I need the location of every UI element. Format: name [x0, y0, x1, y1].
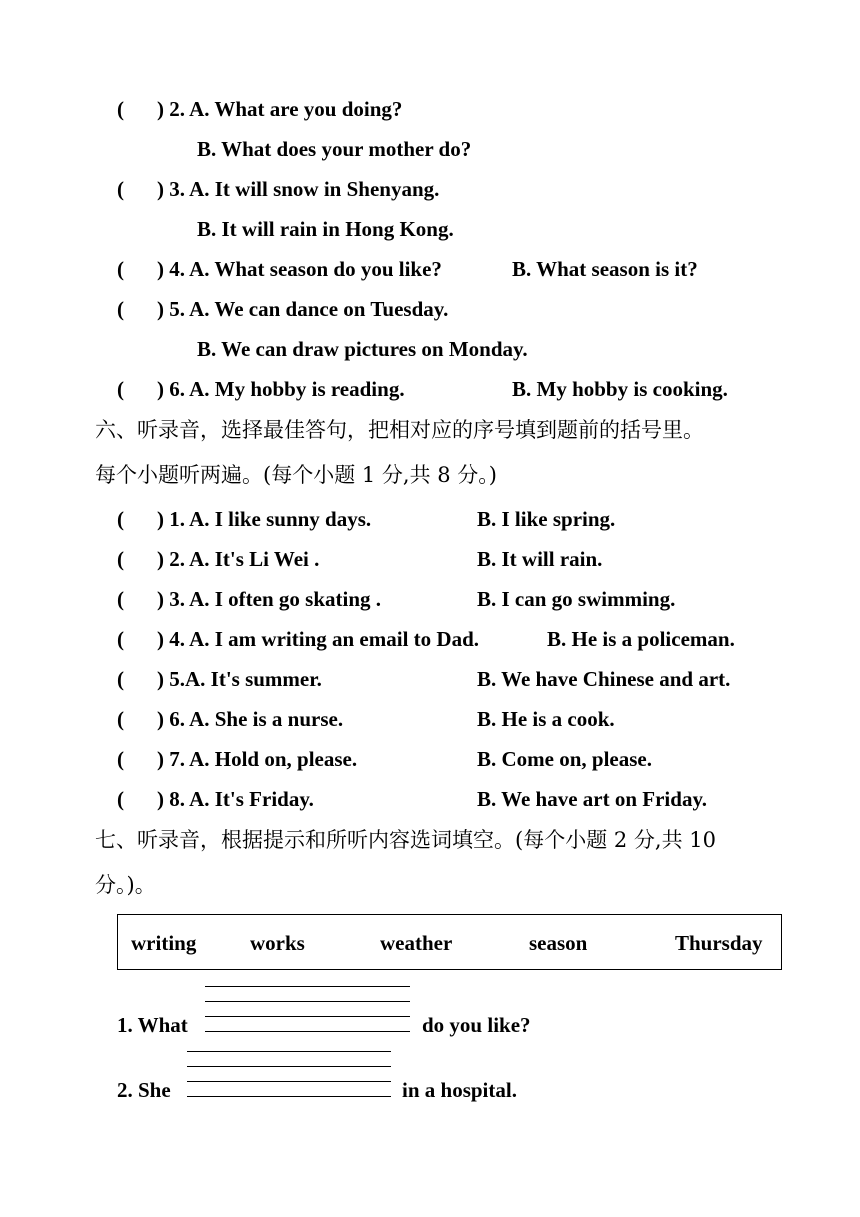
option-a: ) 3. A. I often go skating . [157, 587, 382, 611]
option-b: B. What does your mother do? [197, 137, 472, 161]
blank-line [187, 1051, 391, 1052]
answer-paren[interactable]: ( [117, 747, 124, 771]
section7-title-line2: 分。)。 [95, 873, 156, 897]
option-b: B. We have Chinese and art. [477, 667, 731, 691]
word-bank-item: Thursday [675, 931, 763, 955]
word-bank-item: works [250, 931, 305, 955]
answer-paren[interactable]: ( [117, 177, 124, 201]
answer-paren[interactable]: ( [117, 257, 124, 281]
section7-title-line1: 七、听录音，根据提示和所听内容选词填空。(每个小题 2 分,共 10 [95, 828, 716, 852]
option-a: ) 4. A. I am writing an email to Dad. [157, 627, 479, 651]
option-a: ) 2. A. It's Li Wei . [157, 547, 320, 571]
answer-paren[interactable]: ( [117, 297, 124, 321]
answer-paren[interactable]: ( [117, 97, 124, 121]
blank-line [187, 1066, 391, 1067]
option-a: ) 4. A. What season do you like? [157, 257, 442, 281]
option-b: B. He is a policeman. [547, 627, 735, 651]
blank-line [187, 1081, 391, 1082]
answer-paren[interactable]: ( [117, 667, 124, 691]
option-a: ) 7. A. Hold on, please. [157, 747, 358, 771]
answer-paren[interactable]: ( [117, 507, 124, 531]
question-text-before: 2. She [117, 1078, 171, 1102]
section6-title-line1: 六、听录音，选择最佳答句，把相对应的序号填到题前的括号里。 [95, 418, 704, 442]
question-text-after: in a hospital. [402, 1078, 517, 1102]
option-a: ) 5. A. We can dance on Tuesday. [157, 297, 449, 321]
question-text-after: do you like? [422, 1013, 531, 1037]
section6-title-line2: 每个小题听两遍。(每个小题 1 分,共 8 分。) [95, 463, 497, 487]
blank-line [205, 1031, 410, 1032]
option-a: ) 3. A. It will snow in Shenyang. [157, 177, 440, 201]
option-b: B. I like spring. [477, 507, 616, 531]
answer-paren[interactable]: ( [117, 587, 124, 611]
option-b: B. What season is it? [512, 257, 698, 281]
option-a: ) 2. A. What are you doing? [157, 97, 403, 121]
option-a: ) 6. A. My hobby is reading. [157, 377, 405, 401]
option-b: B. It will rain in Hong Kong. [197, 217, 454, 241]
word-bank-item: weather [380, 931, 453, 955]
option-b: B. My hobby is cooking. [512, 377, 728, 401]
answer-paren[interactable]: ( [117, 547, 124, 571]
blank-line [205, 1016, 410, 1017]
answer-paren[interactable]: ( [117, 707, 124, 731]
option-a: ) 8. A. It's Friday. [157, 787, 314, 811]
option-a: ) 1. A. I like sunny days. [157, 507, 372, 531]
word-bank-item: season [529, 931, 588, 955]
option-a: ) 6. A. She is a nurse. [157, 707, 344, 731]
question-text-before: 1. What [117, 1013, 188, 1037]
blank-line [205, 1001, 410, 1002]
word-bank-box [117, 914, 782, 970]
answer-paren[interactable]: ( [117, 627, 124, 651]
option-b: B. I can go swimming. [477, 587, 676, 611]
option-b: B. He is a cook. [477, 707, 615, 731]
blank-line [187, 1096, 391, 1097]
blank-line [205, 986, 410, 987]
answer-paren[interactable]: ( [117, 787, 124, 811]
option-b: B. We can draw pictures on Monday. [197, 337, 528, 361]
answer-paren[interactable]: ( [117, 377, 124, 401]
option-b: B. It will rain. [477, 547, 603, 571]
option-b: B. We have art on Friday. [477, 787, 708, 811]
word-bank-item: writing [131, 931, 197, 955]
option-a: ) 5.A. It's summer. [157, 667, 322, 691]
option-b: B. Come on, please. [477, 747, 652, 771]
